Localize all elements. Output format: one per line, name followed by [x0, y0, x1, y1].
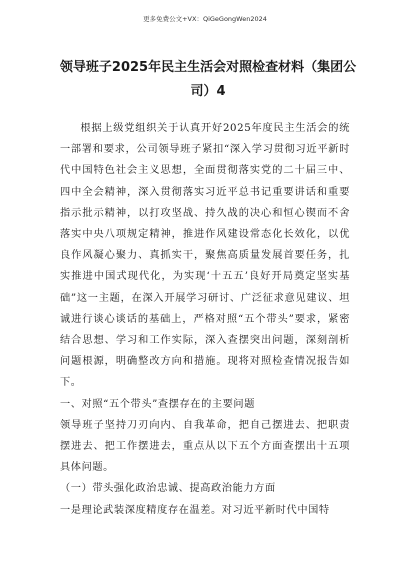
- paragraph-intro: 根据上级党组织关于认真开好2025年度民主生活会的统一部署和要求，公司领导班子紧扣“深入学习贯彻习近平新时代中国特色社会主义思想，全面贯彻落实党的二十届三中、四中全会精神，深入贯彻落实习近平总书记重要讲话和重要指示批示精神，以打攻坚战、持久战的决心和恒心锲而不舍落实中央八项规定精神，推进作风建设常态化长效化，以优良作风凝心聚力、真抓实干，聚焦高质量发展首要任务，扎实推进中国式现代化，为实现‘十五五’良好开局奠定坚实基础”这一主题，在深入开展学习研讨、广泛征求意见建议、坦诚进行谈心谈话的基础上，严格对照“五个带头”要求，紧密结合思想、学习和工作实际，深入查摆突出问题，深刻剖析问题根源，明确整改方向和措施。现将对照检查情况报告如下。: [60, 123, 350, 389]
- document-title: 领导班子2025年民主生活会对照检查材料（集团公司）4: [59, 60, 357, 99]
- paragraph-section-intro: 领导班子坚持刀刃向内、自我革命，把自己摆进去、把职责摆进去、把工作摆进去，重点从以下五个方面查摆出十五项具体问题。: [60, 419, 350, 474]
- section-heading: 一、对照“五个带头”查摆存在的主要问题: [60, 398, 256, 410]
- document-body: [60, 118, 350, 521]
- header-note: 更多免费公文+VX：QiGeGongWen2024: [143, 15, 267, 23]
- subsection-heading: （一）带头强化政治忠诚、提高政治能力方面: [60, 483, 276, 495]
- paragraph-point-one: 一是理论武装深度精度存在温差。对习近平新时代中国特: [60, 504, 330, 516]
